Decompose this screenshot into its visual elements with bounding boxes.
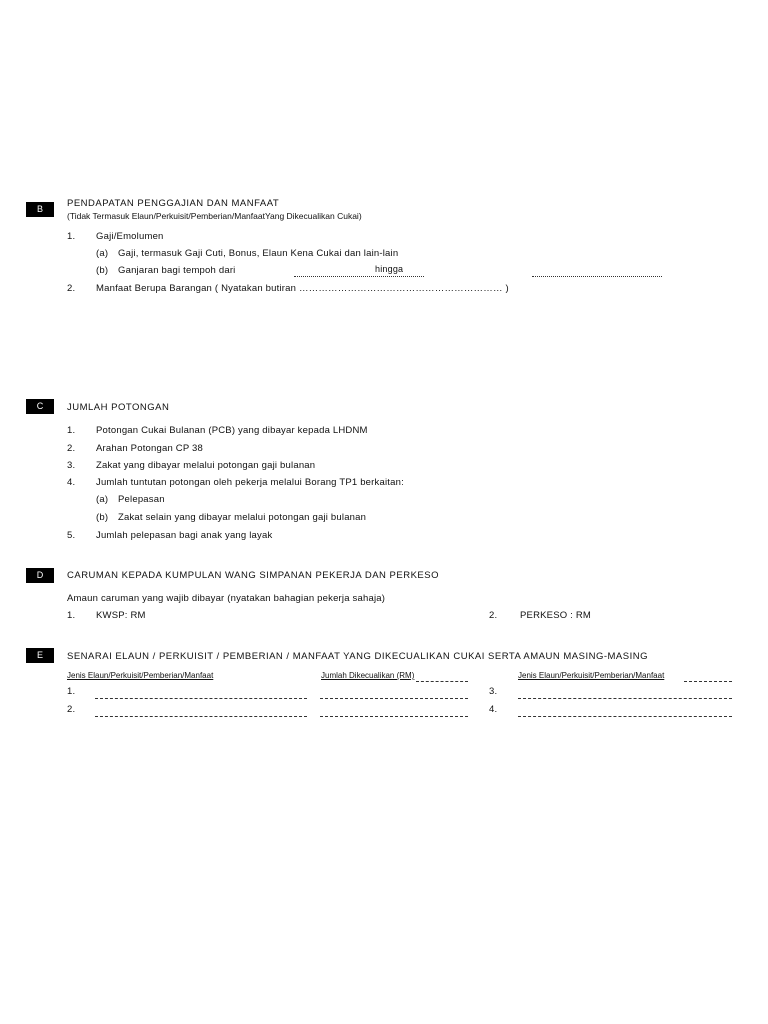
section-d-intro: Amaun caruman yang wajib dibayar (nyatakan bahagian pekerja sahaja) xyxy=(67,593,386,604)
section-d-item2-number: 2. xyxy=(489,610,498,621)
section-d-title: CARUMAN KEPADA KUMPULAN WANG SIMPANAN PEKERJA DAN PERKESO xyxy=(67,570,439,581)
row3-number: 3. xyxy=(489,686,498,697)
section-c-item5-label: Jumlah pelepasan bagi anak yang layak xyxy=(96,530,273,541)
row2-allowance-field[interactable] xyxy=(95,716,307,717)
section-c-badge: C xyxy=(26,399,54,414)
section-e-badge: E xyxy=(26,648,54,663)
section-b-item2-label: Manfaat Berupa Barangan ( Nyatakan butiran ……………………………………………………… ) xyxy=(96,283,509,294)
row2-number: 2. xyxy=(67,704,76,715)
section-c-item4-label: Jumlah tuntutan potongan oleh pekerja melalui Borang TP1 berkaitan: xyxy=(96,477,404,488)
section-c-item2-number: 2. xyxy=(67,443,76,454)
section-c-item3-label: Zakat yang dibayar melalui potongan gaji bulanan xyxy=(96,460,316,471)
col1-header: Jenis Elaun/Perkuisit/Pemberian/Manfaat xyxy=(67,671,214,680)
section-b-item1-label: Gaji/Emolumen xyxy=(96,231,164,242)
row1-number: 1. xyxy=(67,686,76,697)
section-c-item4a-marker: (a) xyxy=(96,494,109,505)
section-c-item3-number: 3. xyxy=(67,460,76,471)
row2-amount-field[interactable] xyxy=(320,716,468,717)
section-b-title: PENDAPATAN PENGGAJIAN DAN MANFAAT xyxy=(67,198,280,209)
section-b-item1b-hingga: hingga xyxy=(375,264,404,274)
section-c-title: JUMLAH POTONGAN xyxy=(67,402,170,413)
period-from-field[interactable] xyxy=(294,276,424,277)
row4-allowance-field[interactable] xyxy=(518,716,732,717)
section-c-item2-label: Arahan Potongan CP 38 xyxy=(96,443,204,454)
section-c-item4b-marker: (b) xyxy=(96,512,109,523)
col2-header: Jumlah Dikecualikan (RM) xyxy=(321,671,415,680)
section-c-item4-number: 4. xyxy=(67,477,76,488)
row1-amount-field[interactable] xyxy=(320,698,468,699)
row4-number: 4. xyxy=(489,704,498,715)
section-b-subtitle: (Tidak Termasuk Elaun/Perkuisit/Pemberian/ManfaatYang Dikecualikan Cukai) xyxy=(67,211,362,221)
section-b-item1a-label: Gaji, termasuk Gaji Cuti, Bonus, Elaun Kena Cukai dan lain-lain xyxy=(118,248,399,259)
section-b-badge: B xyxy=(26,202,54,217)
section-c-item1-number: 1. xyxy=(67,425,76,436)
period-to-field[interactable] xyxy=(532,276,662,277)
section-b-item1-number: 1. xyxy=(67,231,76,242)
perkeso-label: PERKESO : RM xyxy=(520,610,592,621)
section-c-item5-number: 5. xyxy=(67,530,76,541)
section-d-badge: D xyxy=(26,568,54,583)
section-b-item1b-label: Ganjaran bagi tempoh dari xyxy=(118,265,236,276)
section-b-item1a-marker: (a) xyxy=(96,248,109,259)
section-c-item4b-label: Zakat selain yang dibayar melalui potongan gaji bulanan xyxy=(118,512,367,523)
row3-allowance-field[interactable] xyxy=(518,698,732,699)
kwsp-label: KWSP: RM xyxy=(96,610,146,621)
col3-header-leader xyxy=(684,681,732,682)
section-b-item1b-marker: (b) xyxy=(96,265,109,276)
section-e-title: SENARAI ELAUN / PERKUISIT / PEMBERIAN / MANFAAT YANG DIKECUALIKAN CUKAI SERTA AMAUN MASING-MASING xyxy=(67,651,648,662)
row1-allowance-field[interactable] xyxy=(95,698,307,699)
col3-header: Jenis Elaun/Perkuisit/Pemberian/Manfaat xyxy=(518,671,665,680)
section-c-item1-label: Potongan Cukai Bulanan (PCB) yang dibayar kepada LHDNM xyxy=(96,425,368,436)
section-d-item1-number: 1. xyxy=(67,610,76,621)
section-c-item4a-label: Pelepasan xyxy=(118,494,165,505)
section-b-item2-number: 2. xyxy=(67,283,76,294)
col2-header-leader xyxy=(416,681,468,682)
